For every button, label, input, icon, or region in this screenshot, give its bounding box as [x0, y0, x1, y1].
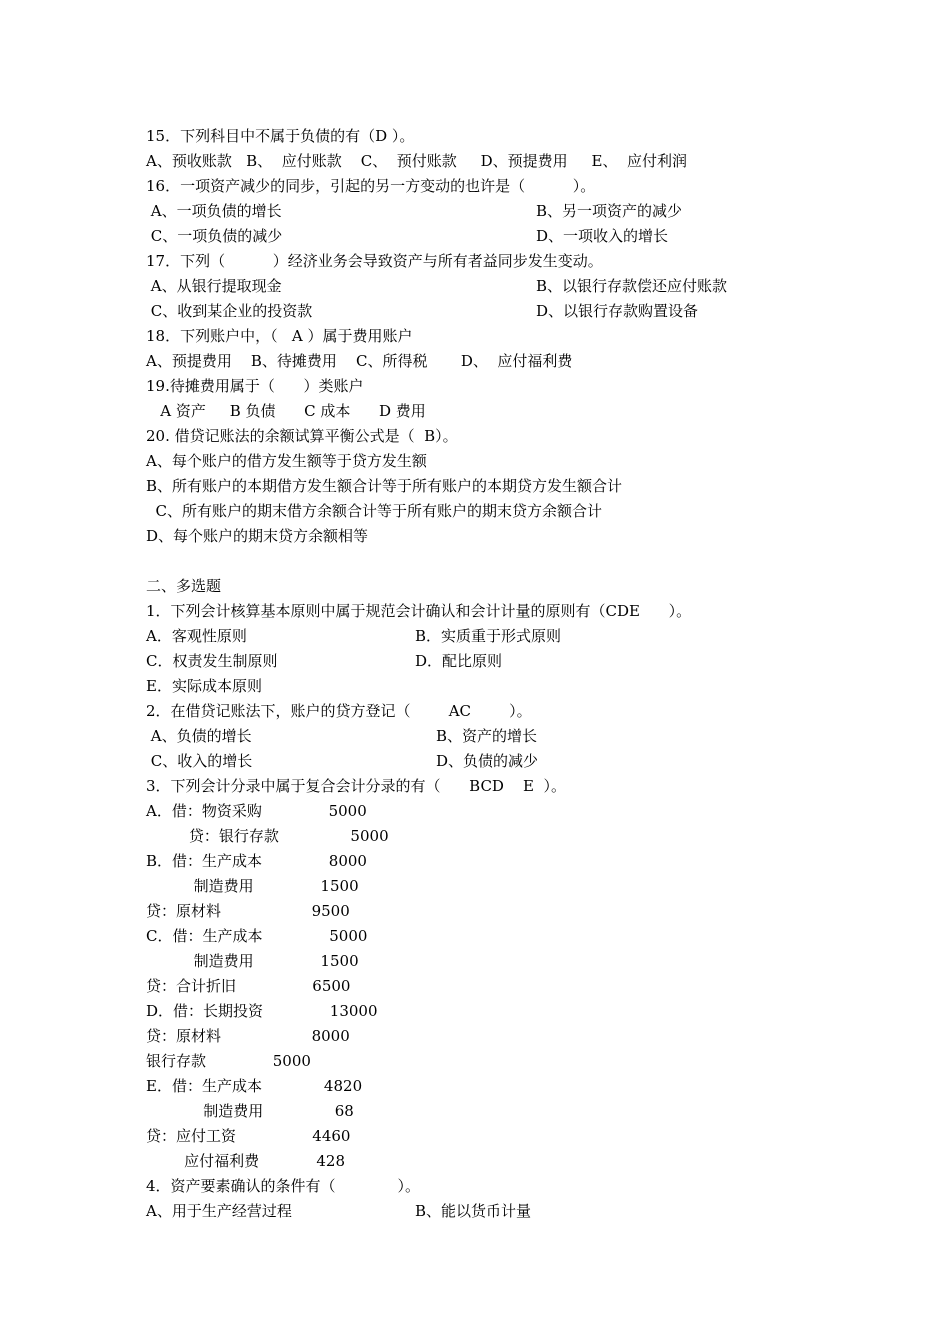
m1-option-b: B．实质重于形式原则 [415, 627, 562, 645]
q19-options: A 资产 B 负债 C 成本 D 费用 [146, 402, 426, 420]
q18-options: A、预提费用 B、待摊费用 C、所得税 D、 应付福利费 [146, 352, 573, 370]
m3-e-debit-2: 制造费用 68 [146, 1102, 354, 1120]
m3-c-debit-2: 制造费用 1500 [146, 952, 359, 970]
m4-stem: 4．资产要素确认的条件有（ ）。 [146, 1177, 421, 1195]
m3-d-debit: D．借：长期投资 13000 [146, 1002, 378, 1020]
m4-option-a: A、用于生产经营过程 [146, 1202, 292, 1220]
m3-stem: 3．下列会计分录中属于复合会计分录的有（ BCD E ）。 [146, 777, 567, 795]
q16-stem: 16．一项资产减少的同步，引起的另一方变动的也许是（ ）。 [146, 177, 596, 195]
q19-stem: 19.待摊费用属于（ ）类账户 [146, 377, 364, 395]
q17-option-c: C、收到某企业的投资款 [146, 302, 313, 320]
m3-c-credit: 贷：合计折旧 6500 [146, 977, 351, 995]
m3-d-credit-2: 银行存款 5000 [146, 1052, 311, 1070]
m3-d-credit: 贷：原材料 8000 [146, 1027, 350, 1045]
m3-c-debit: C．借：生产成本 5000 [146, 927, 368, 945]
q18-stem: 18．下列账户中，（ A ）属于费用账户 [146, 327, 413, 345]
section-heading-multiple-choice: 二、多选题 [146, 577, 222, 595]
q16-option-b: B、另一项资产的减少 [536, 202, 683, 220]
m4-option-b: B、能以货币计量 [415, 1202, 532, 1220]
q16-option-a: A、一项负债的增长 [146, 202, 282, 220]
m2-option-c: C、收入的增长 [146, 752, 253, 770]
q17-option-b: B、以银行存款偿还应付账款 [536, 277, 728, 295]
m3-e-debit: E．借：生产成本 4820 [146, 1077, 363, 1095]
m2-stem: 2．在借贷记账法下，账户的贷方登记（ AC ）。 [146, 702, 532, 720]
q20-option-b: B、所有账户的本期借方发生额合计等于所有账户的本期贷方发生额合计 [146, 477, 623, 495]
m3-e-credit-2: 应付福利费 428 [146, 1152, 345, 1170]
q17-option-a: A、从银行提取现金 [146, 277, 282, 295]
q15-stem: 15．下列科目中不属于负债的有（D ）。 [146, 127, 415, 145]
q15-options: A、预收账款 B、 应付账款 C、 预付账款 D、预提费用 E、 应付利润 [146, 152, 687, 170]
m3-a-credit: 贷：银行存款 5000 [146, 827, 389, 845]
m1-option-c: C．权责发生制原则 [146, 652, 278, 670]
m3-b-debit: B．借：生产成本 8000 [146, 852, 367, 870]
m1-option-d: D．配比原则 [415, 652, 503, 670]
q20-option-d: D、每个账户的期末贷方余额相等 [146, 527, 369, 545]
m3-b-debit-2: 制造费用 1500 [146, 877, 359, 895]
q20-option-c: C、所有账户的期末借方余额合计等于所有账户的期末贷方余额合计 [146, 502, 603, 520]
q16-option-d: D、一项收入的增长 [536, 227, 669, 245]
m3-a-debit: A．借：物资采购 5000 [146, 802, 367, 820]
m2-option-a: A、负债的增长 [146, 727, 252, 745]
m3-b-credit: 贷：原材料 9500 [146, 902, 350, 920]
m3-e-credit: 贷：应付工资 4460 [146, 1127, 351, 1145]
m2-option-b: B、资产的增长 [436, 727, 538, 745]
m1-option-a: A．客观性原则 [146, 627, 247, 645]
m1-option-e: E．实际成本原则 [146, 677, 262, 695]
q17-stem: 17．下列（ ）经济业务会导致资产与所有者益同步发生变动。 [146, 252, 603, 270]
q20-option-a: A、每个账户的借方发生额等于贷方发生额 [146, 452, 427, 470]
q17-option-d: D、以银行存款购置设备 [536, 302, 699, 320]
m1-stem: 1．下列会计核算基本原则中属于规范会计确认和会计计量的原则有（CDE ）。 [146, 602, 692, 620]
q16-option-c: C、一项负债的减少 [146, 227, 283, 245]
m2-option-d: D、负债的减少 [436, 752, 539, 770]
q20-stem: 20. 借贷记账法的余额试算平衡公式是（ B）。 [146, 427, 458, 445]
